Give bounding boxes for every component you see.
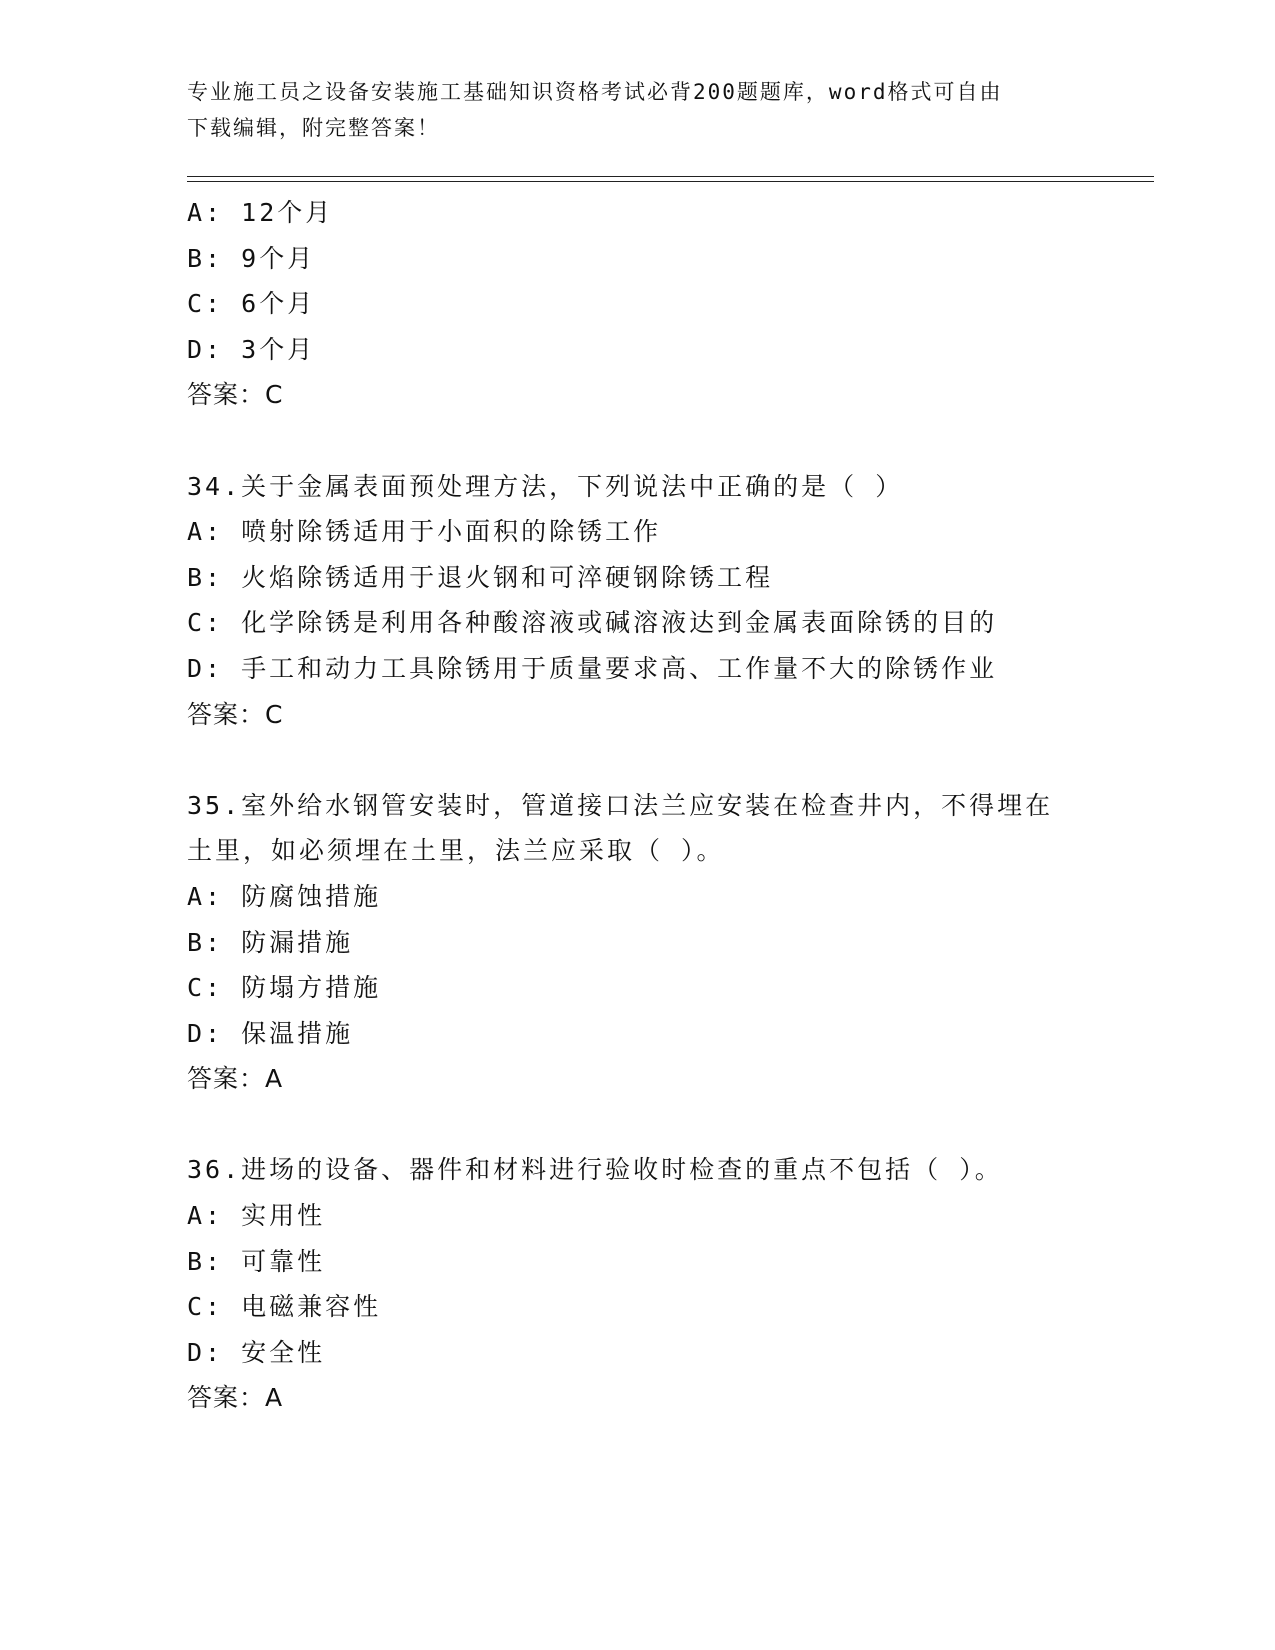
- option-d: D: 手工和动力工具除锈用于质量要求高、工作量不大的除锈作业: [187, 653, 998, 683]
- spacer: [187, 737, 1087, 783]
- option-c: C: 6个月: [187, 289, 316, 319]
- option-a: A: 12个月: [187, 198, 334, 227]
- question-stem-line-2: 土里，如必须埋在土里，法兰应采取（ ）。: [187, 836, 725, 866]
- answer: 答案：C: [187, 380, 284, 410]
- question-list: [187, 190, 1087, 1421]
- question-35: [187, 783, 1087, 1102]
- option-c: C: 防塌方措施: [187, 973, 382, 1003]
- question-stem: 34.关于金属表面预处理方法，下列说法中正确的是（ ）: [187, 471, 904, 501]
- question-stem: 36.进场的设备、器件和材料进行验收时检查的重点不包括（ ）。: [187, 1155, 1003, 1185]
- option-a: A: 实用性: [187, 1201, 326, 1231]
- header-title-line-1: 专业施工员之设备安装施工基础知识资格考试必背200题题库，word格式可自由: [187, 80, 1003, 104]
- option-d: D: 3个月: [187, 334, 316, 364]
- question-36: [187, 1147, 1087, 1421]
- option-c: C: 电磁兼容性: [187, 1292, 382, 1322]
- answer: 答案：A: [187, 1064, 284, 1094]
- question-33-continued: [187, 190, 1087, 418]
- option-b: B: 防漏措施: [187, 927, 354, 957]
- question-34: [187, 464, 1087, 738]
- answer: 答案：A: [187, 1383, 284, 1413]
- question-stem-line-1: 35.室外给水钢管安装时，管道接口法兰应安装在检查井内，不得埋在: [187, 790, 1054, 820]
- header-divider-top: [187, 176, 1154, 177]
- answer: 答案：C: [187, 699, 284, 729]
- header-divider-bottom: [187, 181, 1154, 182]
- option-b: B: 可靠性: [187, 1246, 326, 1276]
- option-d: D: 安全性: [187, 1337, 326, 1367]
- option-a: A: 喷射除锈适用于小面积的除锈工作: [187, 517, 662, 547]
- option-c: C: 化学除锈是利用各种酸溶液或碱溶液达到金属表面除锈的目的: [187, 608, 998, 638]
- option-b: B: 火焰除锈适用于退火钢和可淬硬钢除锈工程: [187, 562, 774, 592]
- header-title-line-2: 下载编辑，附完整答案！: [187, 116, 440, 140]
- document-header: [187, 74, 1067, 146]
- spacer: [187, 1102, 1087, 1148]
- option-d: D: 保温措施: [187, 1018, 354, 1048]
- spacer: [187, 418, 1087, 464]
- option-a: A: 防腐蚀措施: [187, 881, 382, 911]
- option-b: B: 9个月: [187, 243, 316, 273]
